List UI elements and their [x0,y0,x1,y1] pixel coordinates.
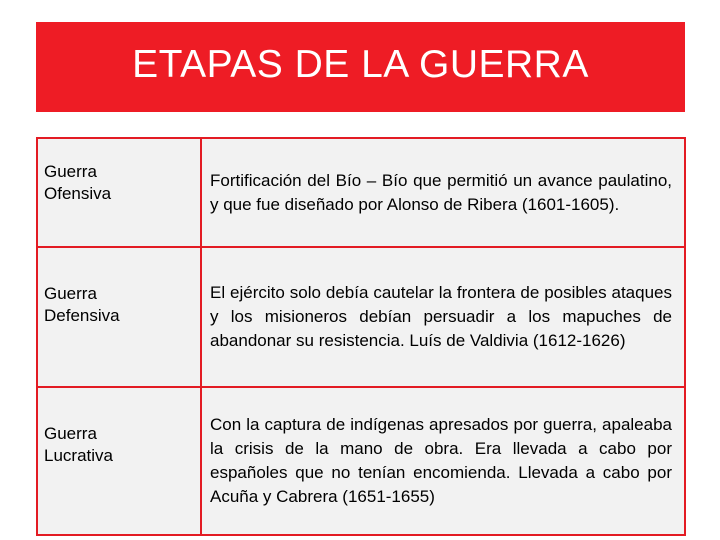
stage-name-cell [37,247,201,387]
stage-name-line: Ofensiva [44,183,112,203]
stage-name-cell [37,138,201,247]
table-row [37,138,685,247]
stage-name-line: Defensiva [44,306,120,325]
table-row [37,387,685,535]
table-row [37,247,685,387]
stage-name-line: Lucrativa [44,446,113,465]
stage-name-cell [37,387,201,535]
title-banner [36,22,685,112]
stage-description: Fortificación del Bío – Bío que permitió un avance paulatino, y que fue diseñado por Alonso de Ribera (1601-1605). [201,138,685,247]
stage-description: Con la captura de indígenas apresados por guerra, apaleaba la crisis de la mano de obra. Era llevada a cabo por españoles que no tenían encomienda. Llevada a cabo por Acuña y Cabrera (1651-1655) [201,387,685,535]
stage-name-line: Guerra [44,284,97,303]
stage-description: El ejército solo debía cautelar la frontera de posibles ataques y los misioneros debían persuadir a los mapuches de abandonar su resistencia. Luís de Valdivia (1612-1626) [201,247,685,387]
stages-table [36,137,686,536]
slide-title: ETAPAS DE LA GUERRA [132,43,589,86]
stage-name-line: Guerra [44,424,97,443]
stage-name-line: Guerra [44,161,97,181]
